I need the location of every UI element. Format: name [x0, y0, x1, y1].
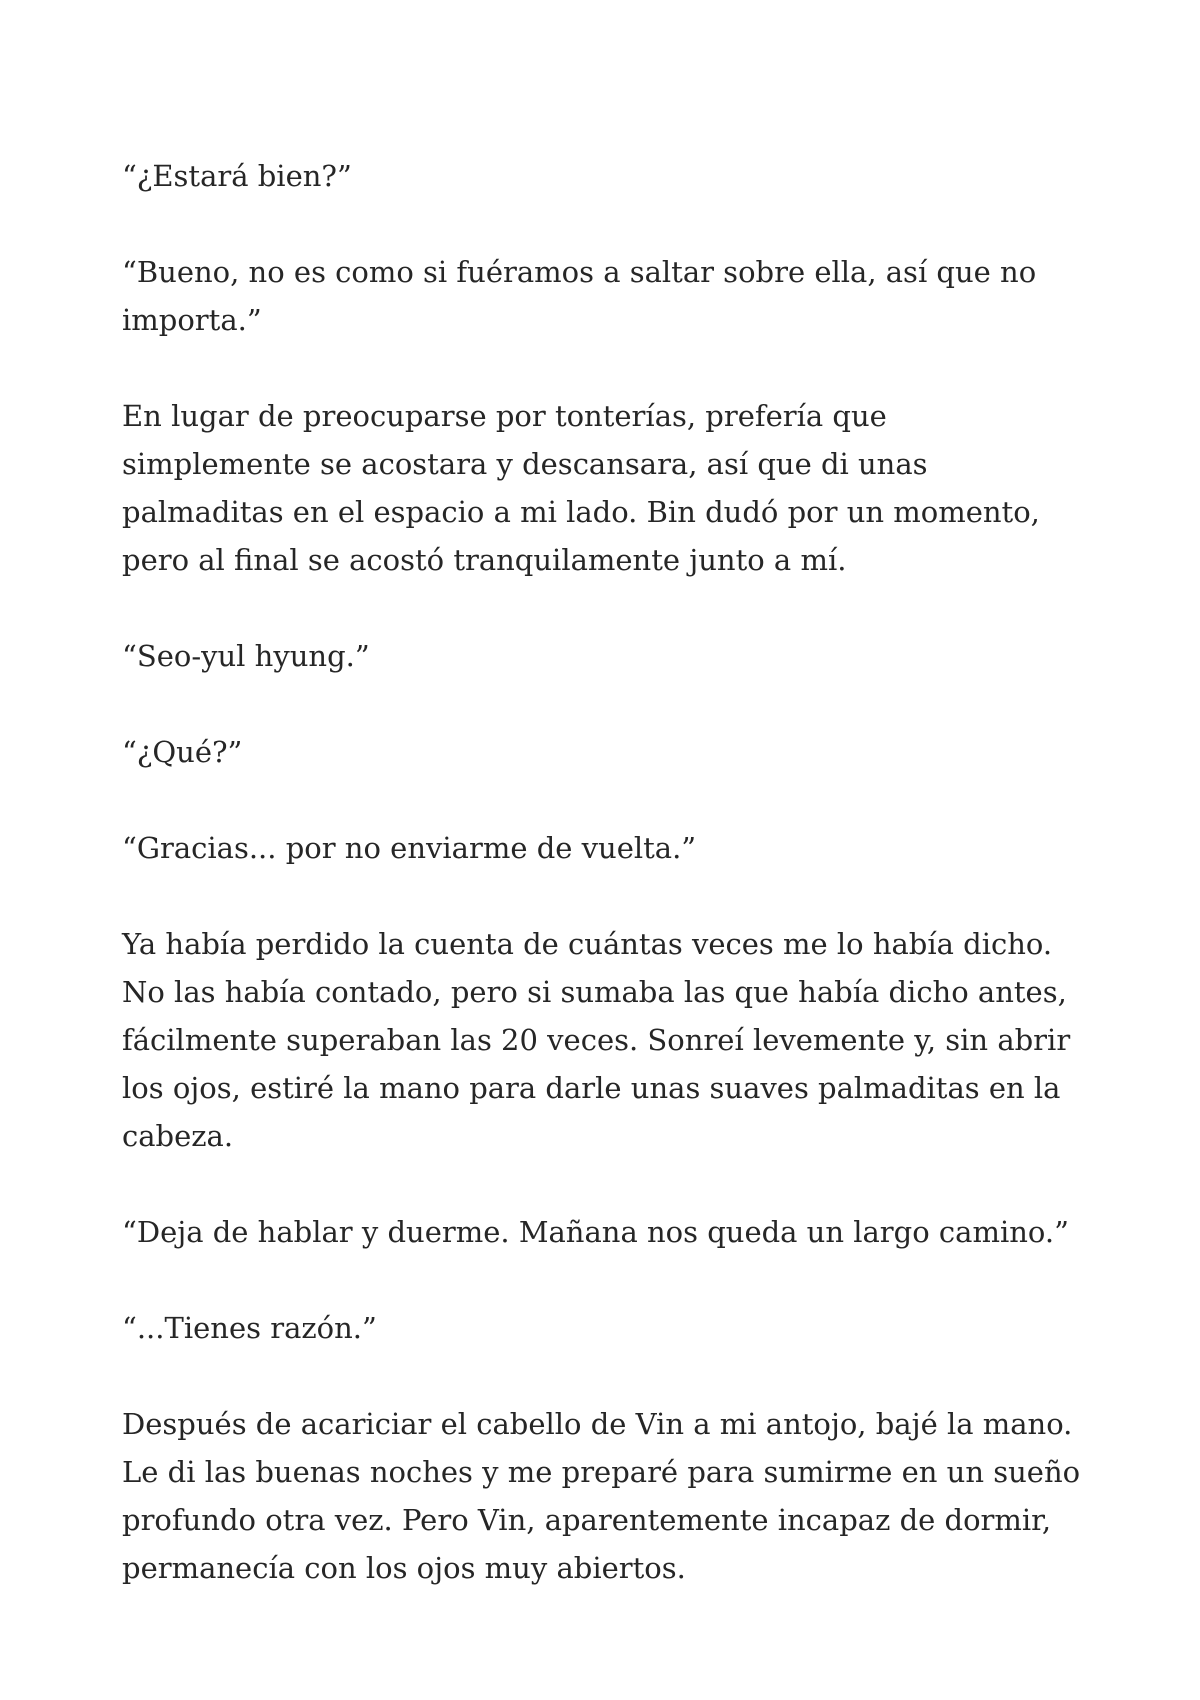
- dialogue-paragraph: “Bueno, no es como si fuéramos a saltar sobre ella, así que no importa.”: [122, 255, 1037, 337]
- dialogue-paragraph: “...Tienes razón.”: [122, 1311, 377, 1345]
- dialogue-paragraph: “Seo-yul hyung.”: [122, 639, 370, 673]
- narration-paragraph: Después de acariciar el cabello de Vin a mi antojo, bajé la mano. Le di las buenas noches y me preparé para sumirme en un sueño profundo otra vez. Pero Vin, aparentemente incapaz de dormir, permanecía con los ojos muy abiertos.: [122, 1407, 1081, 1585]
- document-body: [122, 152, 1082, 1592]
- dialogue-paragraph: “¿Qué?”: [122, 735, 243, 769]
- narration-paragraph: En lugar de preocuparse por tonterías, prefería que simplemente se acostara y descansara, así que di unas palmaditas en el espacio a mi lado. Bin dudó por un momento, pero al final se acostó tranquilamente junto a mí.: [122, 399, 1040, 577]
- dialogue-paragraph: “Gracias... por no enviarme de vuelta.”: [122, 831, 697, 865]
- narration-paragraph: Ya había perdido la cuenta de cuántas veces me lo había dicho. No las había contado, pero si sumaba las que había dicho antes, fácilmente superaban las 20 veces. Sonreí levemente y, sin abrir los ojos, estiré la mano para darle unas suaves palmaditas en la cabeza.: [122, 927, 1071, 1153]
- dialogue-paragraph: “¿Estará bien?”: [122, 159, 352, 193]
- dialogue-paragraph: “Deja de hablar y duerme. Mañana nos queda un largo camino.”: [122, 1215, 1069, 1249]
